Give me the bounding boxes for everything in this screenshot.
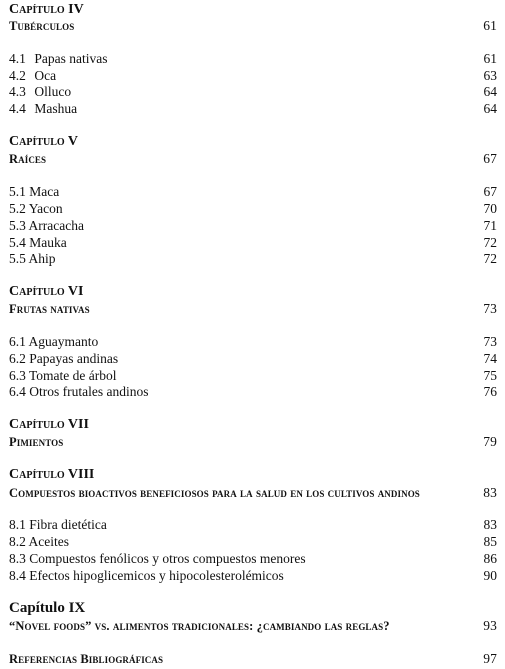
chapter-label: Capítulo VIII	[9, 467, 95, 482]
toc-entry	[9, 351, 497, 367]
chapter-heading	[9, 2, 497, 18]
section-number: 4.3	[9, 84, 26, 99]
page-number: 97	[483, 651, 497, 666]
chapter-heading	[9, 284, 497, 300]
chapter-label: Capítulo IX	[9, 600, 86, 616]
chapter-label: Capítulo VII	[9, 417, 89, 432]
chapter-title-row	[9, 18, 497, 34]
toc-entry	[9, 101, 497, 117]
chapter-title: Tubérculos	[9, 19, 75, 33]
section-label: 6.1 Aguaymanto	[9, 334, 99, 349]
page-number: 63	[483, 68, 497, 83]
references-row	[9, 651, 497, 667]
toc-entry	[9, 84, 497, 100]
page-number: 73	[483, 301, 497, 316]
section-label: 5.2 Yacon	[9, 201, 63, 216]
chapter-title-row	[9, 301, 497, 317]
page-number: 74	[483, 351, 497, 366]
chapter-label: Capítulo V	[9, 134, 79, 149]
toc-entry	[9, 184, 497, 200]
chapter-heading	[9, 134, 497, 150]
section-label: 8.1 Fibra dietética	[9, 517, 107, 532]
chapter-title: Raíces	[9, 152, 47, 166]
chapter-title: Pimientos	[9, 435, 64, 449]
toc-entry	[9, 235, 497, 251]
page-number: 83	[483, 517, 497, 532]
section-number: 4.4	[9, 101, 26, 116]
page-number: 61	[483, 18, 497, 33]
page-number: 71	[483, 218, 497, 233]
page-number: 93	[483, 618, 497, 633]
section-label: 6.2 Papayas andinas	[9, 351, 119, 366]
chapter-title-row	[9, 151, 497, 167]
section-number: 4.2	[9, 68, 26, 83]
toc-entry	[9, 201, 497, 217]
chapter-heading	[9, 600, 497, 617]
chapter-label: Capítulo VI	[9, 284, 84, 299]
chapter-title-row	[9, 485, 497, 501]
toc-entry	[9, 517, 497, 533]
toc-entry	[9, 551, 497, 567]
section-label: 8.2 Aceites	[9, 534, 69, 549]
section-label: 6.4 Otros frutales andinos	[9, 384, 149, 399]
page-number: 61	[483, 51, 497, 66]
section-number: 4.1	[9, 51, 26, 66]
page-number: 67	[483, 184, 497, 199]
toc-entry	[9, 334, 497, 350]
chapter-title: “Novel foods” vs. alimentos tradicionales: ¿cambiando las reglas?	[9, 619, 390, 633]
chapter-title: Compuestos bioactivos beneficiosos para la salud en los cultivos andinos	[9, 486, 420, 500]
page-number: 85	[483, 534, 497, 549]
toc-entry	[9, 218, 497, 234]
section-label: 6.3 Tomate de árbol	[9, 368, 117, 383]
page-number: 73	[483, 334, 497, 349]
page-number: 76	[483, 384, 497, 399]
toc-entry	[9, 68, 497, 84]
chapter-label: Capítulo IV	[9, 2, 84, 17]
references-title: Referencias Bibliográficas	[9, 652, 164, 666]
chapter-title: Frutas nativas	[9, 302, 90, 316]
toc-entry	[9, 368, 497, 384]
section-label: Oca	[34, 68, 57, 83]
page-number: 67	[483, 151, 497, 166]
section-label: 5.4 Mauka	[9, 235, 67, 250]
section-label: 5.3 Arracacha	[9, 218, 84, 233]
page-number: 86	[483, 551, 497, 566]
section-label: 8.3 Compuestos fenólicos y otros compuestos menores	[9, 551, 306, 566]
page-number: 83	[483, 485, 497, 500]
section-label: Olluco	[34, 84, 72, 99]
chapter-heading	[9, 467, 497, 483]
page-number: 64	[483, 101, 497, 116]
page-number: 72	[483, 251, 497, 266]
section-label: Mashua	[34, 101, 78, 116]
page-number: 75	[483, 368, 497, 383]
page-number: 64	[483, 84, 497, 99]
chapter-title-row	[9, 618, 497, 634]
page-number: 90	[483, 568, 497, 583]
section-label: 5.5 Ahip	[9, 251, 56, 266]
toc-entry	[9, 568, 497, 584]
toc-entry	[9, 534, 497, 550]
toc-entry	[9, 251, 497, 267]
section-label: 8.4 Efectos hipoglicemicos y hipocolesterolémicos	[9, 568, 284, 583]
chapter-heading	[9, 417, 497, 433]
section-label: 5.1 Maca	[9, 184, 60, 199]
page-number: 70	[483, 201, 497, 216]
chapter-title-row	[9, 434, 497, 450]
toc-entry	[9, 51, 497, 67]
page-number: 72	[483, 235, 497, 250]
page-number: 79	[483, 434, 497, 449]
section-label: Papas nativas	[34, 51, 108, 66]
toc-entry	[9, 384, 497, 400]
